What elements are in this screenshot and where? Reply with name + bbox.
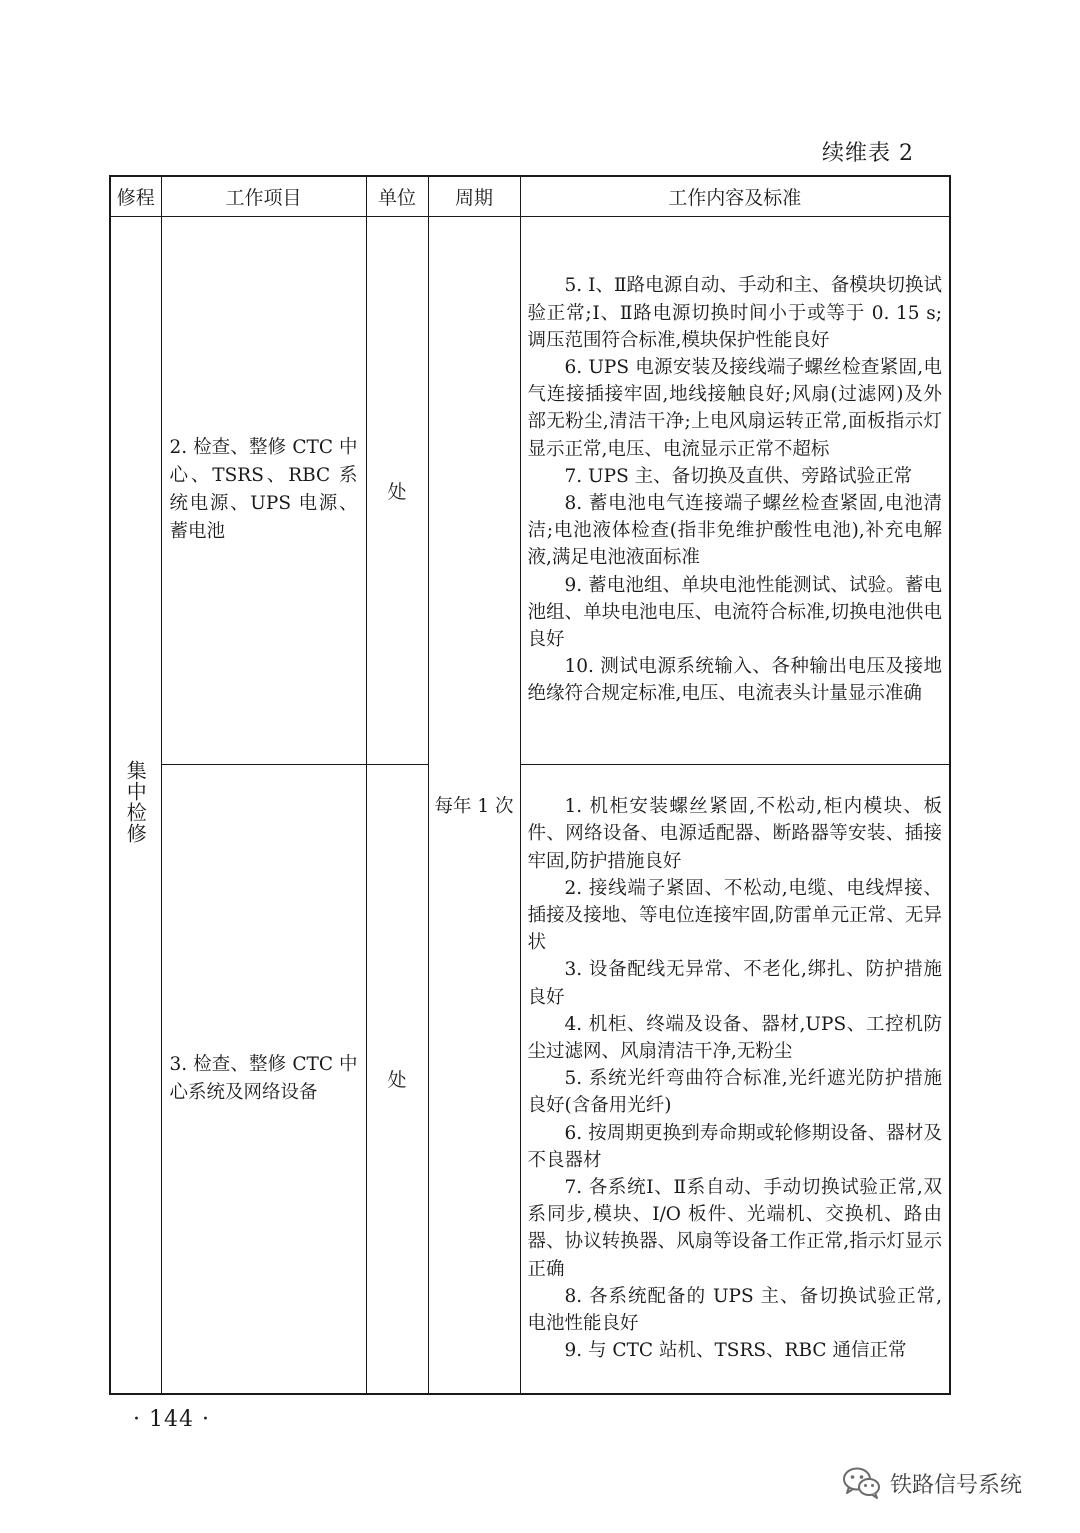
page-number: · 144 · [133,1407,210,1432]
content-line: 6. 按周期更换到寿命期或轮修期设备、器材及不良器材 [527,1122,942,1171]
content-line: 5. Ⅰ、Ⅱ路电源自动、手动和主、备模块切换试验正常;Ⅰ、Ⅱ路电源切换时间小于或等于 0. 15 s;调压范围符合标准,模块保护性能良好 [527,275,942,351]
header-unit: 单位 [366,176,428,216]
work-item: 2. 检查、整修 CTC 中心、TSRS、RBC 系统电源、UPS 电源、蓄电池 [161,216,366,764]
content-line: 7. UPS 主、备切换及直供、旁路试验正常 [564,465,913,487]
header-period: 周期 [428,176,520,216]
content-cell [520,216,950,764]
maintenance-table [109,175,951,1395]
unit-cell: 处 [366,216,428,764]
content-line: 10. 测试电源系统输入、各种输出电压及接地绝缘符合规定标准,电压、电流表头计量显示准确 [527,656,942,705]
content-line: 9. 蓄电池组、单块电池性能测试、试验。蓄电池组、单块电池电压、电流符合标准,切换电池供电良好 [527,574,942,651]
work-item: 3. 检查、整修 CTC 中心系统及网络设备 [161,764,366,1394]
content-line: 2. 接线端子紧固、不松动,电缆、电线焊接、插接及接地、等电位连接牢固,防雷单元正常、无异状 [527,877,942,954]
content-line: 8. 各系统配备的 UPS 主、备切换试验正常,电池性能良好 [527,1285,942,1334]
content-line: 8. 蓄电池电气连接端子螺丝检查紧固,电池清洁;电池液体检查(指非免维护酸性电池),补充电解液,满足电池液面标准 [527,493,942,569]
content-line: 5. 系统光纤弯曲符合标准,光纤遮光防护措施良好(含备用光纤) [527,1068,942,1117]
unit-cell: 处 [366,764,428,1394]
header-content: 工作内容及标准 [520,176,950,216]
watermark [842,1466,1022,1500]
content-line: 3. 设备配线无异常、不老化,绑扎、防护措施良好 [527,959,942,1008]
content-line: 7. 各系统Ⅰ、Ⅱ系自动、手动切换试验正常,双系同步,模块、I/O 板件、光端机、交换机、路由器、协议转换器、风扇等设备工作正常,指示灯显示正确 [527,1176,942,1280]
header-item: 工作项目 [161,176,366,216]
wechat-icon [842,1466,882,1500]
content-line: 6. UPS 电源安装及接线端子螺丝检查紧固,电气连接插接牢固,地线接触良好;风扇(过滤网)及外部无粉尘,清洁干净;上电风扇运转正常,面板指示灯显示正常,电压、电流显示正常不超标 [527,356,942,460]
content-line: 1. 机柜安装螺丝紧固,不松动,柜内模块、板件、网络设备、电源适配器、断路器等安装、插接牢固,防护措施良好 [527,796,942,872]
table-header-row [110,176,950,216]
period-cell: 每年 1 次 [428,216,520,1394]
content-line: 4. 机柜、终端及设备、器材,UPS、工控机防尘过滤网、风扇清洁干净,无粉尘 [527,1013,942,1062]
content-line: 9. 与 CTC 站机、TSRS、RBC 通信正常 [564,1340,907,1362]
header-stage: 修程 [110,176,161,216]
table-row [110,764,950,1394]
stage-label: 集中检修 [123,760,148,845]
watermark-text: 铁路信号系统 [890,1472,1023,1498]
stage-cell [110,216,161,1394]
table-row [110,216,950,764]
content-cell [520,764,950,1394]
table-caption: 续维表 2 [822,141,914,166]
